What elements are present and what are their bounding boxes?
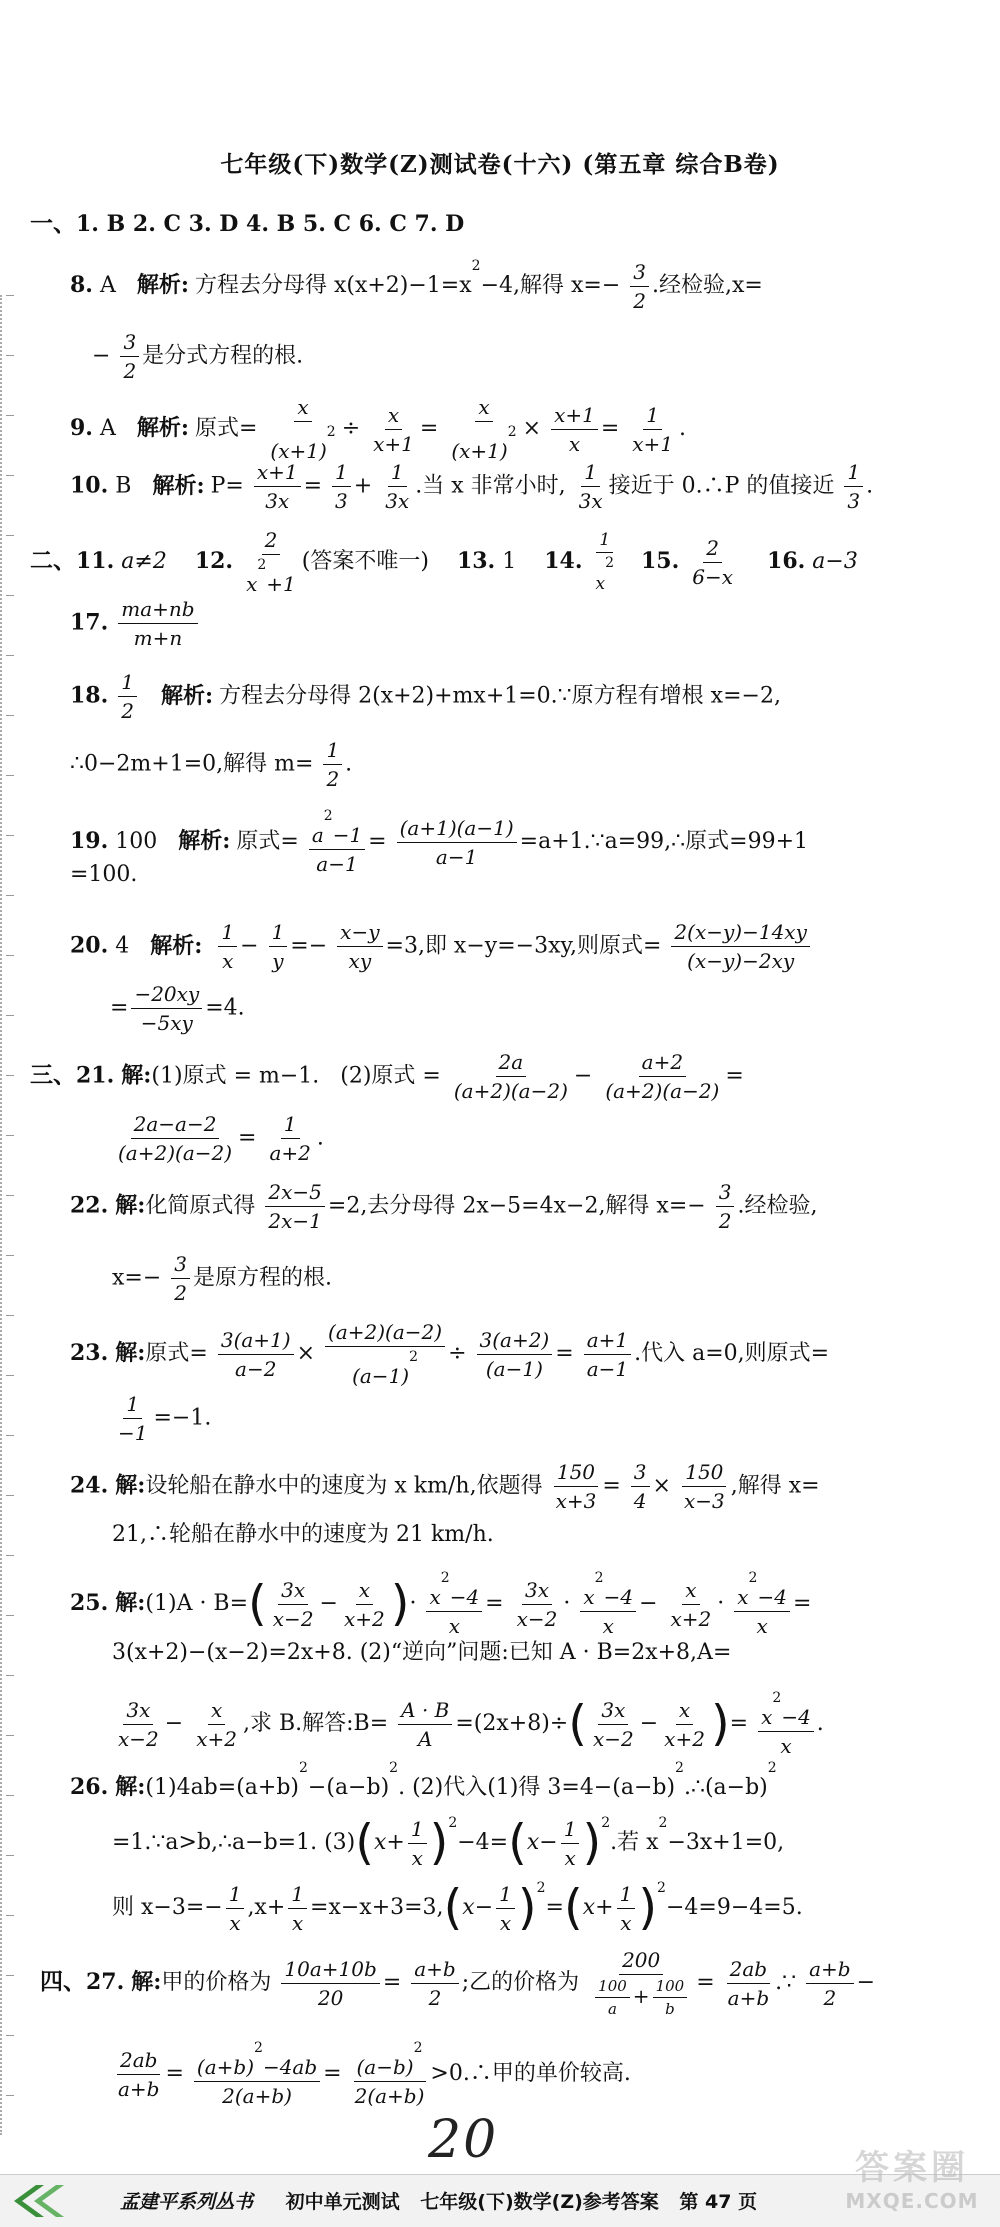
q19-line2 [70,862,137,888]
q10-analysis-label: 解析: [152,472,205,499]
q27-text: >0.∴甲的单价较高. [430,2061,631,2086]
q21-line1: 三、21. 解:(1)原式 = m−1. (2)原式 = $\frac{2a}{(a+2)(a-2)}$ − $\frac{a+2}{(a+2)(a-2)}$ = [30,1050,744,1103]
q27-fraction: $\frac{a+b}{2}$ [806,1957,853,2010]
q26-text: .若 x [610,1830,659,1855]
q19-number: 19. [70,828,109,854]
q25-text: ,求 B.解答:B= [242,1711,389,1736]
q10-fraction: $\frac{1}{3x}$ [385,460,410,513]
q25-fraction: $\frac{x^2-4}{x}$ [426,1570,482,1638]
q21-text: (2)原式 = [340,1063,441,1089]
q16-number: 16. [767,548,806,574]
q23-solution-label: 解: [115,1340,146,1366]
q23-line1: 23. 解:原式= $\frac{3(a+1)}{a-2}$ × $\frac{(a+2)(a-2)}{(a-1)^2}$ ÷ $\frac{3(a+2)}{(a-1)}$ = $\frac{a+1}{a-1}$ .代入 a=0,则原式= [70,1320,830,1388]
q25-line1: 25. 解:(1)A · B=( $\frac{3x}{x-2}$ − $\frac{x}{x+2}$ )· $\frac{x^2-4}{x}$ = $\frac{3x}{x-2}$ · $\frac{x^2-4}{x}$ − $\frac{x}{x+2}$ · $\frac{x^2-4}{x}$ = [70,1570,812,1638]
q9-line: 9. A 解析: 原式= $\frac{x}{(x+1)^2}$ ÷ $\frac{x}{x+1}$ = $\frac{x}{(x+1)^2}$ × $\frac{x+1}{x}$ = $\frac{1}{x+1}$ . [70,395,687,463]
q18-number: 18. [70,682,109,709]
q9-fraction: $\frac{x}{(x+1)^2}$ [270,395,336,463]
q25-fraction: $\frac{3x}{x-2}$ [118,1697,159,1751]
q21-line2: $\frac{2a-a-2}{(a+2)(a-2)}$ = $\frac{1}{a+2}$ . [112,1112,324,1165]
q23-number: 23. [70,1340,109,1366]
q21-number: 21. [76,1062,115,1089]
q27-fraction: $\frac{2ab}{a+b}$ [727,1956,770,2010]
q14-fraction: $\frac{1}{x^2}$ [595,529,614,594]
q21-fraction: $\frac{1}{a+2}$ [269,1112,311,1165]
binding-margin [0,295,16,2135]
q22-text: 化简原式得 [145,1193,256,1219]
q23-fraction: $\frac{(a+2)(a-2)}{(a-1)^2}$ [325,1320,445,1388]
q19-analysis-label: 解析: [178,828,231,854]
q20-fraction: $\frac{-20xy}{-5xy}$ [131,982,202,1035]
q13-answer: 1 [502,549,517,574]
q8-text: 方程去分母得 x(x+2)−1=x [194,273,472,298]
q25-text: =(2x+8)÷ [455,1711,569,1736]
q20-fraction: $\frac{2(x-y)-14xy}{(x-y)-2xy}$ [671,920,809,973]
q26-text: .∴(a−b) [683,1775,768,1800]
q22-text: .经检验, [737,1193,818,1219]
q27-solution-label: 解: [131,1969,162,1995]
q11-number: 11. [76,548,115,574]
q9-answer: A [99,416,116,441]
q8-answer: A [99,273,116,298]
q8-text: .经检验,x= [652,273,763,298]
q23-text: 原式= [145,1341,208,1366]
q15-number: 15. [640,548,680,574]
q25-text: (1)A · B= [145,1591,249,1616]
q18-fraction: $\frac{1}{2}$ [323,738,342,791]
q27-fraction: $\frac{a+b}{2}$ [411,1957,458,2010]
q24-fraction: $\frac{150}{x-3}$ [683,1460,725,1513]
q26-fraction: $\frac{1}{x}$ [561,1817,580,1870]
q24-fraction: $\frac{150}{x+3}$ [555,1460,597,1513]
q25-solution-label: 解: [115,1590,146,1616]
q22-text: =2,去分母得 2x−5=4x−2,解得 x=− [327,1193,706,1219]
q21-fraction: $\frac{a+2}{(a+2)(a-2)}$ [605,1050,720,1103]
q27-text: 甲的价格为 [161,1970,272,1995]
q26-line1: 26. 解$:(1)4ab=(a+b)^2-(a-b)^2$. (2)代入(1)得 $3=4-(a-b)^2.\therefore(a-b)^2$ [70,1760,777,1800]
q9-fraction: $\frac{x}{(x+1)^2}$ [451,395,517,463]
q27-fraction: $\frac{(a+b)^2-4ab}{2(a+b)}$ [194,2040,320,2108]
q10-answer: B [115,473,132,499]
q8-text: 是分式方程的根. [142,343,304,369]
section1-answers: 1. B 2. C 3. D 4. B 5. C 6. C 7. D [76,211,465,237]
q26-fraction: $\frac{1}{x}$ [496,1882,515,1935]
q8-text: − [92,343,111,369]
q22-fraction: $\frac{3}{2}$ [171,1252,190,1305]
q22-line1 [70,1180,817,1233]
q23-fraction: $\frac{3(a+1)}{a-2}$ [218,1328,294,1381]
q18-line1 [70,670,781,723]
q26-solution-label: 解: [115,1774,146,1800]
q24-line2 [112,1522,494,1548]
q22-fraction: $\frac{3}{2}$ [716,1180,735,1233]
q10-text: P= [210,473,244,499]
q25-line3: $\frac{3x}{x-2}$ − $\frac{x}{x+2}$ ,求 B.解答:B= $\frac{A \cdot B}{A}$ =(2x+8)÷( $\frac{3x}{x-2}$ − $\frac{x}{x+2}$ )= $\frac{x^2-4}{x}$ . [112,1690,824,1758]
q27-number: 27. [86,1969,125,1995]
q20-analysis-label: 解析: [150,932,203,959]
q20-fraction: $\frac{1}{y}$ [269,920,288,973]
q12-number: 12. [194,548,234,574]
q8-fraction: $\frac{3}{2}$ [630,260,649,313]
q20-text: =3,即 x−y=−3xy,则原式= [385,933,662,959]
q20-number: 20. [70,932,109,959]
q18-text: 方程去分母得 2(x+2)+mx+1=0.∵原方程有增根 x=−2, [219,683,781,709]
q19-text: =a+1.∵a=99,∴原式=99+1 [519,829,809,854]
q26-fraction: $\frac{1}{x}$ [226,1882,245,1935]
q27-fraction: $\frac{(a-b)^2}{2(a+b)}$ [354,2040,425,2108]
section4-label: 四、 [40,1968,86,1995]
q27-line2: $\frac{2ab}{a+b}$ = $\frac{(a+b)^2-4ab}{2(a+b)}$ = $\frac{(a-b)^2}{2(a+b)}$ >0.∴甲的单价较高. [112,2040,631,2108]
q10-fraction: $\frac{1}{3x}$ [578,460,603,513]
q21-solution-label: 解: [121,1062,152,1089]
q18-fraction: $\frac{1}{2}$ [118,670,137,723]
q25-fraction: $\frac{x}{x+2}$ [664,1697,705,1751]
q26-number: 26. [70,1774,109,1800]
q26-text: −3x+1=0, [667,1830,785,1855]
q19-text: 原式= [236,829,299,854]
q10-text: 接近于 0.∴P 的值接近 [608,473,835,499]
watermark-text: 答案圈 [855,2148,969,2188]
section2-label: 二、 [30,547,76,574]
q25-fraction: $\frac{x}{x+2}$ [343,1577,385,1631]
section1-label: 一、 [30,210,76,237]
q26-line3: 则 x−3=− $\frac{1}{x}$ ,x+ $\frac{1}{x}$ =x−x+3=3,(x− $\frac{1}{x}$ )$^2$=(x+ $\frac{1}{x}$ )$^2$−4=9−4=5. [112,1879,803,1936]
q8-text: −4,解得 x=− [480,273,621,298]
q10-fraction: $\frac{1}{3}$ [844,460,863,513]
q20-text: =4. [205,995,245,1021]
q8-line1: 8. A 解析: 方程去分母得 $x(x+2)-1=x^2-4$,解得 x=− $\frac{3}{2}$ .经检验,x= [70,258,763,313]
q9-number: 9. [70,415,93,441]
q12-fraction: $\frac{2}{x^2+1}$ [246,528,296,596]
q25-fraction: $\frac{x^2-4}{x}$ [734,1570,790,1638]
q14-number: 14. [544,548,583,574]
q10-number: 10. [70,472,109,499]
section2-row [30,528,858,596]
q9-fraction: $\frac{x+1}{x}$ [551,403,598,456]
q23-text: .代入 a=0,则原式= [634,1341,830,1366]
footer-series: 孟建平系列丛书 [120,2191,254,2213]
q26-text: −4= [457,1830,509,1855]
q27-text: ;乙的价格为 [461,1970,580,1995]
q27-text: .∵ [775,1970,797,1995]
q27-fraction: $\frac{10a+10b}{20}$ [281,1957,379,2010]
q26-text: −4=9−4=5. [665,1895,803,1920]
footer-book: 初中单元测试 [285,2191,400,2213]
q24-text: 21,∴轮船在静水中的速度为 21 km/h. [112,1522,494,1547]
q19-fraction: $\frac{(a+1)(a-1)}{a-1}$ [397,816,517,869]
q19-fraction: $\frac{a^2-1}{a-1}$ [309,808,365,876]
q10-fraction: $\frac{1}{3}$ [332,460,351,513]
q26-fraction: $\frac{1}{x}$ [408,1817,427,1870]
q11-answer: a≠2 [121,549,167,574]
q24-line1: 24. 解:设轮船在静水中的速度为 x km/h,依题得 $\frac{150}{x+3}$ = $\frac{3}{4}$ × $\frac{150}{x-3}$ ,解得 x= [70,1460,820,1513]
q8-number: 8. [70,272,93,298]
q20-fraction: $\frac{x-y}{xy}$ [337,920,382,973]
q21-fraction: $\frac{2a-a-2}{(a+2)(a-2)}$ [118,1112,233,1165]
q18-line2: ∴0−2m+1=0,解得 m= $\frac{1}{2}$ . [70,738,353,791]
q21-text: (1)原式 = m−1. [151,1063,320,1089]
q12-note: (答案不唯一) [301,549,429,574]
q26-line2: =1.∵a>b,∴a−b=1. (3)(x+ $\frac{1}{x}$ )$^2$−4=(x− $\frac{1}{x}$ )$^2$.若 $x^2-3x+1=0$, [112,1814,785,1871]
q25-fraction: $\frac{x}{x+2}$ [670,1577,712,1631]
footer-text [120,2187,771,2214]
q10-fraction: $\frac{x+1}{3x}$ [254,460,301,513]
q26-text: = [545,1895,564,1920]
q26-text: ,x+ [247,1895,286,1920]
q8-analysis-label: 解析: [136,272,189,298]
q20-fraction: $\frac{1}{x}$ [218,920,237,973]
q25-fraction: $\frac{x^2-4}{x}$ [580,1570,636,1638]
q24-text: ,解得 x= [730,1473,820,1499]
q26-text: (1)4ab=(a+b) [145,1775,299,1800]
q25-number: 25. [70,1590,109,1616]
q24-fraction: $\frac{3}{4}$ [631,1460,650,1513]
q26-text: −(a−b) [307,1775,390,1800]
q17-fraction: $\frac{ma+nb}{m+n}$ [118,597,197,650]
q15-fraction: $\frac{2}{6-x}$ [692,535,734,589]
q20-answer: 4 [115,933,130,959]
q25-text: 3(x+2)−(x−2)=2x+8. (2)“逆向”问题:已知 A · B=2x+8,A= [112,1640,732,1665]
q16-answer: a−3 [812,549,858,574]
q19-line1: 19. 100 解析: 原式= $\frac{a^2-1}{a-1}$ = $\frac{(a+1)(a-1)}{a-1}$ =a+1.∵a=99,∴原式=99+1 [70,808,809,876]
q27-line1: 四、27. 解:甲的价格为 $\frac{10a+10b}{20}$ = $\frac{a+b}{2}$ ;乙的价格为 200 $\frac{100}{a}$ + $\frac{100}{b}$ = $\frac{2ab}{a+b}$ .∵ $\frac{a+b}{2}$ − [40,1948,876,2018]
q25-fraction: $\frac{3x}{x-2}$ [272,1577,314,1631]
q23-fraction: $\frac{a+1}{a-1}$ [584,1328,631,1381]
q25-line2 [112,1640,731,1666]
q22-text: x=− [112,1265,162,1291]
q26-fraction: $\frac{1}{x}$ [617,1882,636,1935]
q18-text: ∴0−2m+1=0,解得 m= [70,751,314,777]
q22-text: 是原方程的根. [193,1265,333,1291]
q21-fraction: $\frac{2a}{(a+2)(a-2)}$ [453,1050,568,1103]
q24-number: 24. [70,1472,109,1499]
q13-number: 13. [456,548,496,574]
q19-text: =100. [70,862,138,887]
footer-subject: 七年级(下)数学(Z)参考答案 [420,2191,659,2213]
q9-text: 原式= [194,416,258,441]
watermark-url: MXQE.COM [845,2189,979,2213]
q17-number: 17. [70,609,109,636]
q9-analysis-label: 解析: [136,415,189,441]
section1-row [30,210,464,238]
q24-solution-label: 解: [115,1472,146,1499]
handwritten-mark: 20 [428,2110,499,2170]
q22-line2 [112,1252,332,1305]
q25-fraction: $\frac{x}{x+2}$ [196,1697,237,1751]
q22-fraction: $\frac{2x-5}{2x-1}$ [265,1180,325,1233]
q27-fraction: $\frac{2ab}{a+b}$ [118,2047,160,2101]
q10-line: 10. B 解析: P= $\frac{x+1}{3x}$ = $\frac{1}{3}$ + $\frac{1}{3x}$ .当 x 非常小时, $\frac{1}{3x}$ 接近于 0.∴P 的值接近 $\frac{1}{3}$ . [70,460,874,513]
q23-fraction: $\frac{1}{-1}$ [118,1392,148,1445]
q25-fraction: $\frac{x^2-4}{x}$ [758,1690,814,1758]
q17-line [70,597,201,650]
watermark-logo [832,2140,992,2220]
q8-fraction: $\frac{3}{2}$ [120,330,139,383]
q20-line2: = $\frac{-20xy}{-5xy}$ =4. [110,982,245,1035]
q27-fraction: 200 $\frac{100}{a}$ + $\frac{100}{b}$ [589,1948,693,2018]
q24-text: 设轮船在静水中的速度为 x km/h,依题得 [145,1473,543,1499]
q18-analysis-label: 解析: [161,682,214,709]
q26-text: =x−x+3=3, [310,1895,444,1920]
q26-text: 则 x−3=− [112,1895,223,1920]
q8-line2 [92,330,303,383]
section3-label: 三、 [30,1061,76,1089]
q25-fraction: $\frac{3x}{x-2}$ [592,1697,634,1751]
q26-text: =1.∵a>b,∴a−b=1. (3) [112,1830,356,1855]
q22-solution-label: 解: [115,1192,146,1219]
q25-fraction: $\frac{A \cdot B}{A}$ [398,1698,452,1751]
q9-fraction: $\frac{1}{x+1}$ [632,402,674,456]
q9-fraction: $\frac{x}{x+1}$ [373,402,414,456]
q23-line2 [112,1392,211,1445]
q22-number: 22. [70,1192,109,1219]
q26-text: . (2)代入(1)得 3=4−(a−b) [398,1775,676,1800]
page-title: 七年级(下)数学(Z)测试卷(十六) (第五章 综合B卷) [220,151,780,178]
q23-text: =−1. [153,1405,212,1431]
chevron-left-icon [8,2183,68,2219]
q20-line1: 20. 4 解析: $\frac{1}{x}$ − $\frac{1}{y}$ =− $\frac{x-y}{xy}$ =3,即 x−y=−3xy,则原式= $\frac{2(x-y)-14xy}{(x-y)-2xy}$ [70,920,813,973]
q23-fraction: $\frac{3(a+2)}{(a-1)}$ [477,1328,553,1381]
q10-text: .当 x 非常小时, [415,473,566,499]
q26-fraction: $\frac{1}{x}$ [288,1882,307,1935]
q19-answer: 100 [115,829,158,854]
footer-page-number: 第 47 页 [679,2191,758,2213]
q25-fraction: $\frac{3x}{x-2}$ [516,1577,558,1631]
